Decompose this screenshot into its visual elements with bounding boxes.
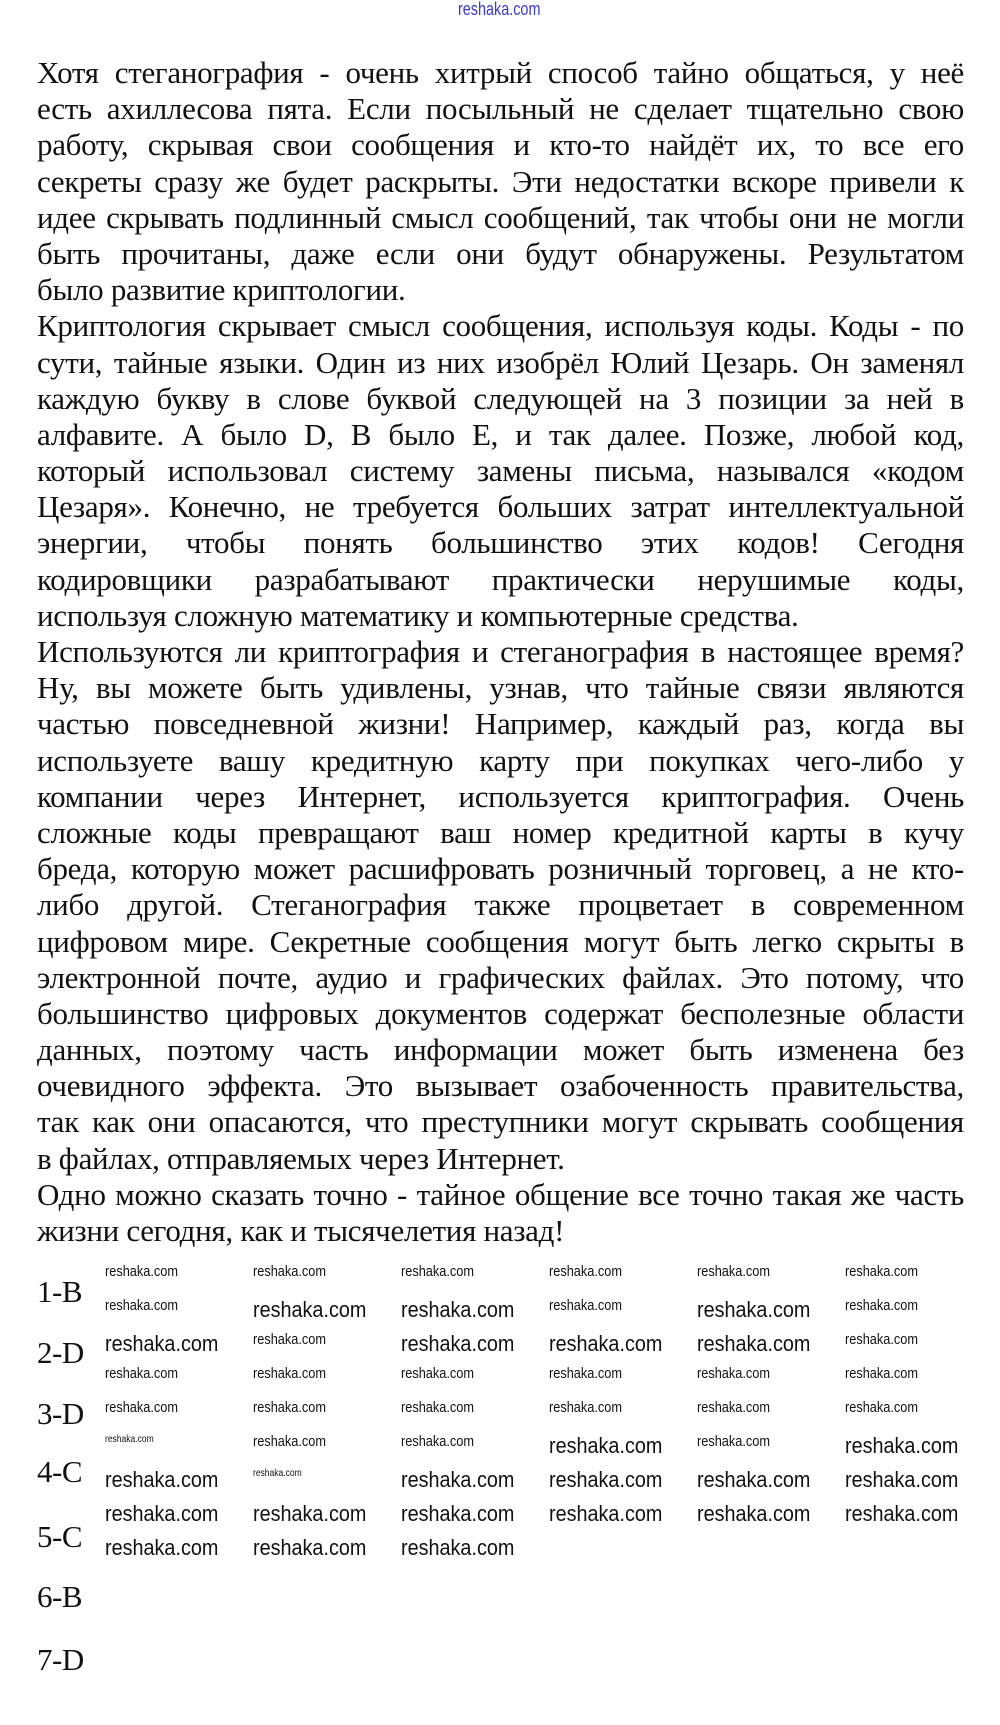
watermark: reshaka.com [401,1331,515,1356]
watermark: reshaka.com [253,1297,367,1322]
watermark: reshaka.com [253,1535,367,1560]
watermark: reshaka.com [401,1365,474,1382]
watermark: reshaka.com [845,1263,918,1280]
watermark: reshaka.com [845,1467,959,1492]
text-line: Одно можно сказать точно - тайное общение все точно такая же часть [37,1176,964,1212]
answer-item: 5-C [37,1519,82,1554]
text-line: компании через Интернет, используется криптография. Очень [37,778,964,814]
text-line: было развитие криптологии. [37,272,406,308]
watermark: reshaka.com [105,1331,219,1356]
text-line: либо другой. Стеганография также процветает в современном [37,887,964,923]
text-line: жизни сегодня, как и тысячелетия назад! [37,1213,565,1248]
text-line: электронной почте, аудио и графических файлах. Это потому, что [37,959,964,995]
text-line: работу, скрывая свои сообщения и кто-то найдёт их, то все его [37,127,964,163]
text-line: быть прочитаны, даже если они будут обнаружены. Результатом [37,235,964,271]
watermark: reshaka.com [845,1501,959,1526]
watermark: reshaka.com [105,1399,178,1416]
watermark: reshaka.com [549,1331,663,1356]
text-line: Хотя стеганография - очень хитрый способ тайно общаться, у неё [37,55,964,90]
text-line: который использовал систему замены письма, назывался «кодом [37,453,964,489]
watermark: reshaka.com [697,1433,770,1450]
watermark: reshaka.com [845,1433,959,1458]
watermark: reshaka.com [253,1501,367,1526]
text-line: кодировщики разрабатывают практически нерушимые коды, [37,561,964,597]
watermark: reshaka.com [549,1501,663,1526]
text-line: каждую букву в слове буквой следующей на 3 позиции за ней в [37,380,964,416]
watermark: reshaka.com [697,1331,811,1356]
text-line: Цезаря». Конечно, не требуется больших затрат интеллектуальной [37,489,964,525]
watermark: reshaka.com [845,1399,918,1416]
paragraph [37,308,964,634]
text-line: есть ахиллесова пята. Если посыльный не сделает тщательно свою [37,91,964,127]
paragraph [37,1177,964,1249]
text-line: сложные коды превращают ваш номер кредитной карты в кучу [37,814,964,850]
watermark: reshaka.com [549,1399,622,1416]
paragraph [37,55,964,308]
watermark: reshaka.com [697,1263,770,1280]
watermark: reshaka.com [845,1331,918,1348]
text-line: Используются ли криптография и стеганография в настоящее время? [37,634,964,669]
watermark: reshaka.com [697,1297,811,1322]
text-line: большинство цифровых документов содержат бесполезные области [37,995,964,1031]
text-line: алфавите. А было D, В было Е, и так далее. Позже, любой код, [37,416,964,452]
text-line: частью повседневной жизни! Например, каждый раз, когда вы [37,706,964,742]
answer-item: 2-D [37,1335,84,1370]
watermark: reshaka.com [697,1399,770,1416]
text-line: в файлах, отправляемых через Интернет. [37,1140,565,1176]
text-line: цифровом мире. Секретные сообщения могут быть легко скрыты в [37,923,964,959]
article-text [37,55,964,1249]
watermark: reshaka.com [253,1263,326,1280]
watermark: reshaka.com [549,1297,622,1314]
watermark: reshaka.com [401,1501,515,1526]
text-line: Криптология скрывает смысл сообщения, используя коды. Коды - по [37,308,964,344]
watermark: reshaka.com [845,1365,918,1382]
text-line: энергии, чтобы понять большинство этих кодов! Сегодня [37,525,964,561]
watermark: reshaka.com [697,1501,811,1526]
watermark: reshaka.com [401,1433,474,1450]
watermark: reshaka.com [105,1434,154,1445]
watermark: reshaka.com [549,1263,622,1280]
watermark: reshaka.com [105,1365,178,1382]
answer-item: 3-D [37,1396,84,1431]
watermark: reshaka.com [105,1263,178,1280]
watermark: reshaka.com [253,1468,302,1479]
answer-item: 4-C [37,1454,82,1489]
watermark: reshaka.com [105,1297,178,1314]
watermark: reshaka.com [105,1501,219,1526]
text-line: секреты сразу же будет раскрыты. Эти недостатки вскоре привели к [37,163,964,199]
answer-item: 1-B [37,1274,82,1309]
text-line: Ну, вы можете быть удивлены, узнав, что тайные связи являются [37,670,964,706]
text-line: так как они опасаются, что преступники могут скрывать сообщения [37,1104,964,1140]
watermark: reshaka.com [697,1467,811,1492]
text-line: используете вашу кредитную карту при покупках чего-либо у [37,742,964,778]
watermark: reshaka.com [401,1399,474,1416]
text-line: очевидного эффекта. Это вызывает озабоченность правительства, [37,1068,964,1104]
watermark: reshaka.com [401,1263,474,1280]
watermark: reshaka.com [253,1433,326,1450]
text-line: данных, поэтому часть информации может быть изменена без [37,1032,964,1068]
text-line: сути, тайные языки. Один из них изобрёл Юлий Цезарь. Он заменял [37,344,964,380]
watermark: reshaka.com [697,1365,770,1382]
watermark: reshaka.com [253,1365,326,1382]
watermark: reshaka.com [549,1433,663,1458]
text-line: идее скрывать подлинный смысл сообщений, так чтобы они не могли [37,199,964,235]
watermark: reshaka.com [401,1535,515,1560]
watermark: reshaka.com [845,1297,918,1314]
watermark: reshaka.com [253,1331,326,1348]
answer-item: 7-D [37,1642,84,1677]
watermark: reshaka.com [401,1467,515,1492]
text-line: используя сложную математику и компьютерные средства. [37,597,799,633]
text-line: бреда, которую может расшифровать розничный торговец, а не кто- [37,851,964,887]
watermark: reshaka.com [105,1467,219,1492]
watermark: reshaka.com [549,1467,663,1492]
watermark: reshaka.com [549,1365,622,1382]
watermark: reshaka.com [253,1399,326,1416]
answer-item: 6-B [37,1579,82,1614]
watermark: reshaka.com [401,1297,515,1322]
paragraph [37,634,964,1177]
watermark: reshaka.com [105,1535,219,1560]
header-watermark: reshaka.com [458,0,541,19]
